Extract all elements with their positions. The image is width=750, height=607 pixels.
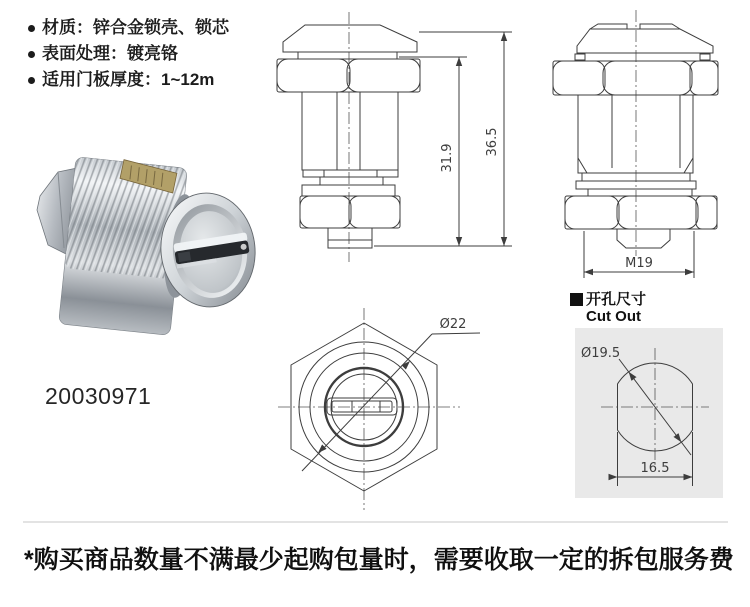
spec-bullet-finish <box>28 41 229 67</box>
cam-stem <box>328 228 372 248</box>
dimension-36-5 <box>419 32 512 246</box>
lock-body <box>302 92 398 170</box>
bullet-icon <box>28 77 35 84</box>
hex-nut-bottom <box>565 196 717 229</box>
dim-label-16-5: 16.5 <box>640 461 670 476</box>
dim-label-d19-5: Ø19.5 <box>581 346 621 361</box>
dim-label-31-9: 31.9 <box>440 143 455 173</box>
spec-bullet-material <box>28 15 229 41</box>
bullet-icon <box>28 25 35 32</box>
cam-stem <box>617 229 670 248</box>
hex-nut-top <box>277 59 420 92</box>
footer-note: *购买商品数量不满最少起购包量时，需要收取一定的拆包服务费 <box>24 546 734 574</box>
dimension-d19-5 <box>581 346 691 455</box>
dimension-m19 <box>584 231 694 278</box>
lock-body <box>578 95 693 173</box>
key-slot <box>327 398 397 415</box>
spec-bullet-thickness <box>28 67 229 93</box>
dim-label-m19: M19 <box>625 256 653 271</box>
side-view-drawing <box>540 8 750 288</box>
flange <box>298 52 397 59</box>
hex-nut-bottom <box>300 196 400 228</box>
lock-head-cap <box>577 24 713 53</box>
divider-line <box>23 521 728 523</box>
spec-bullet-list <box>28 15 229 93</box>
hex-nut-top <box>553 61 718 95</box>
bullet-icon <box>28 51 35 58</box>
face-view-drawing <box>276 298 491 513</box>
dim-label-36-5: 36.5 <box>485 127 500 157</box>
cutout-title-en: Cut Out <box>586 308 641 325</box>
cutout-title-zh: 开孔尺寸 <box>586 291 647 308</box>
product-code: 20030971 <box>45 383 152 409</box>
flange <box>575 53 710 61</box>
spec-text-thickness: 适用门板厚度：1~12m <box>42 70 215 89</box>
dim-label-d22: Ø22 <box>439 317 467 332</box>
front-view-drawing <box>272 10 517 272</box>
cutout-panel <box>575 328 723 498</box>
section-marker-icon <box>570 293 583 306</box>
product-photo <box>18 146 268 354</box>
cutout-drawing <box>575 328 723 498</box>
washer-stack <box>302 170 398 196</box>
cutout-header <box>570 291 646 326</box>
lock-head-cap <box>283 25 417 52</box>
spec-text-material: 材质：锌合金锁壳、锁芯 <box>42 18 229 37</box>
spec-text-finish: 表面处理：镀亮铬 <box>42 44 178 63</box>
